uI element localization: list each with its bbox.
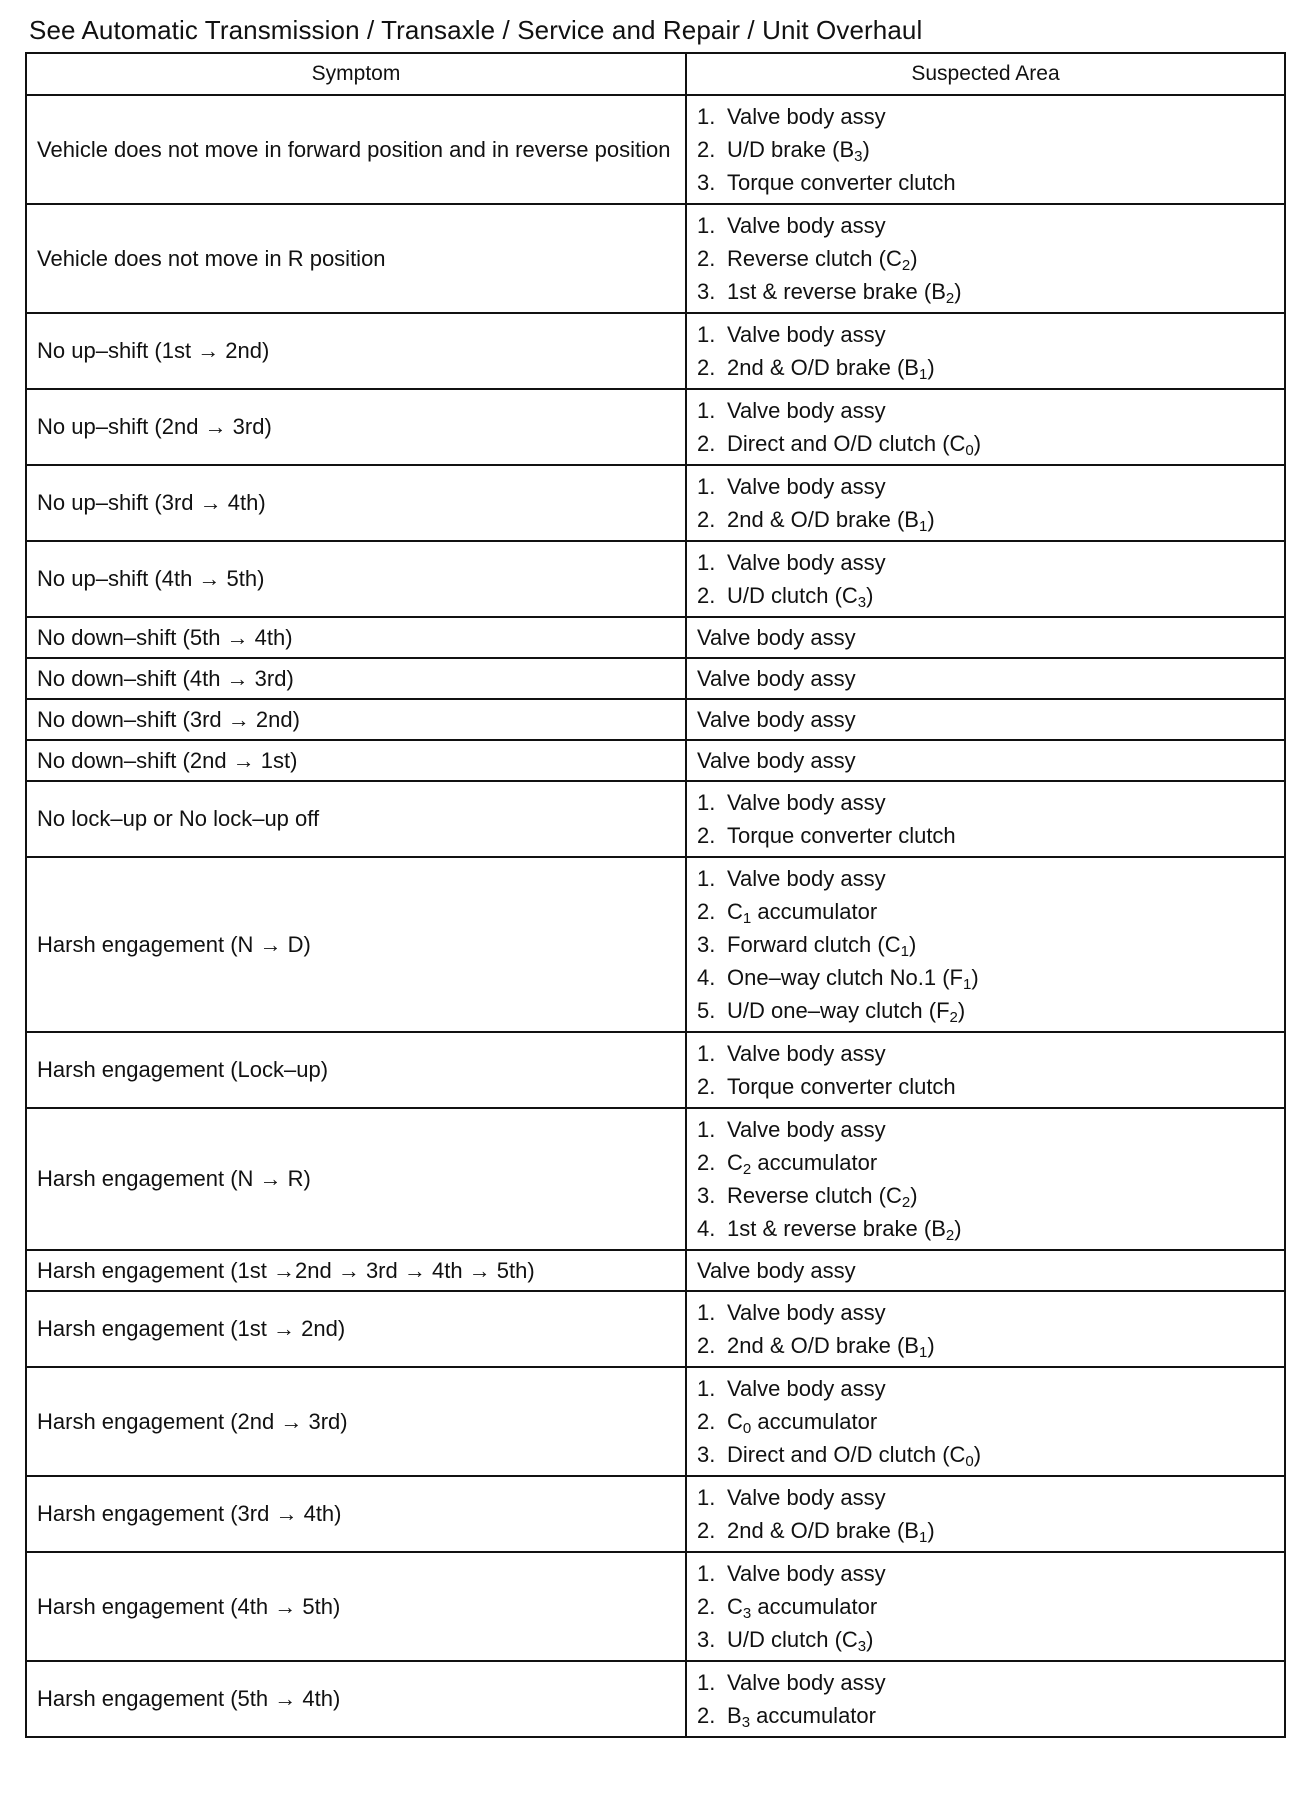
list-item-subscript: 3 [742, 1605, 752, 1622]
list-item [697, 242, 1274, 275]
list-item-text: 1st & reverse brake (B [727, 279, 946, 304]
list-item-subscript: 2 [949, 1009, 958, 1026]
list-item-number: 2. [697, 246, 716, 271]
list-item-text: Valve body assy [727, 1117, 886, 1142]
table-row [26, 1291, 1285, 1367]
suspected-area-list [697, 542, 1274, 616]
list-item [697, 994, 1274, 1027]
suspected-area-cell [686, 1367, 1285, 1476]
table-body [26, 95, 1285, 1737]
symptom-cell: No down–shift (4th → 3rd) [26, 658, 686, 699]
list-item-number: 2. [697, 431, 716, 456]
symptom-cell: Harsh engagement (3rd → 4th) [26, 1476, 686, 1552]
suspected-area-cell [686, 781, 1285, 857]
symptom-cell: Vehicle does not move in forward position and in reverse position [26, 95, 686, 204]
list-item-text: Valve body assy [727, 474, 886, 499]
list-item [697, 1623, 1274, 1656]
list-item-text: C [727, 1594, 743, 1619]
suspected-area-text: Valve body assy [697, 666, 856, 691]
list-item-text: One–way clutch No.1 (F [727, 965, 963, 990]
list-item [697, 1212, 1274, 1245]
symptom-cell: No down–shift (5th → 4th) [26, 617, 686, 658]
list-item-number: 2. [697, 1409, 716, 1434]
list-item [697, 1481, 1274, 1514]
list-item-number: 4. [697, 965, 716, 990]
suspected-area-cell [686, 699, 1285, 740]
suspected-area-list [697, 1292, 1274, 1366]
list-item-subscript: 0 [742, 1420, 752, 1437]
list-item-text: Valve body assy [727, 866, 886, 891]
table-row [26, 95, 1285, 204]
list-item-number: 2. [697, 1518, 716, 1543]
suspected-area-text: Valve body assy [697, 707, 856, 732]
list-item-number: 3. [697, 1627, 716, 1652]
list-item-number: 3. [697, 1183, 716, 1208]
list-item-number: 2. [697, 823, 716, 848]
list-item-subscript: 1 [900, 943, 909, 960]
list-item-number: 1. [697, 1485, 716, 1510]
list-item [697, 1438, 1274, 1471]
column-header-suspected-area: Suspected Area [686, 53, 1285, 95]
list-item [697, 1514, 1274, 1547]
symptom-cell: Harsh engagement (Lock–up) [26, 1032, 686, 1108]
list-item-text: U/D one–way clutch (F [727, 998, 950, 1023]
table-row [26, 699, 1285, 740]
list-item-number: 1. [697, 550, 716, 575]
list-item-subscript: 0 [965, 442, 974, 459]
list-item-suffix: accumulator [751, 1409, 878, 1434]
list-item-suffix: accumulator [751, 899, 878, 924]
suspected-area-list [697, 1368, 1274, 1475]
symptom-cell: Harsh engagement (4th → 5th) [26, 1552, 686, 1661]
symptom-cell: Harsh engagement (N → R) [26, 1108, 686, 1250]
list-item-suffix: ) [973, 431, 982, 456]
table-row [26, 1476, 1285, 1552]
list-item [697, 427, 1274, 460]
list-item [697, 1666, 1274, 1699]
page-title: See Automatic Transmission / Transaxle / Service and Repair / Unit Overhaul [29, 15, 923, 45]
symptom-cell: Vehicle does not move in R position [26, 204, 686, 313]
column-header-symptom: Symptom [26, 53, 686, 95]
suspected-area-text: Valve body assy [697, 1258, 856, 1283]
list-item [697, 1146, 1274, 1179]
list-item-number: 4. [697, 1216, 716, 1241]
list-item-text: Reverse clutch (C [727, 1183, 902, 1208]
list-item [697, 209, 1274, 242]
symptom-cell: No up–shift (2nd → 3rd) [26, 389, 686, 465]
list-item-number: 1. [697, 1041, 716, 1066]
list-item [697, 1037, 1274, 1070]
table-row [26, 857, 1285, 1032]
suspected-area-list [697, 1662, 1274, 1736]
list-item [697, 1113, 1274, 1146]
list-item-suffix: ) [866, 583, 874, 608]
list-item [697, 895, 1274, 928]
suspected-area-cell [686, 541, 1285, 617]
list-item-text: C [727, 899, 743, 924]
list-item-text: Valve body assy [727, 322, 886, 347]
list-item-number: 2. [697, 1150, 716, 1175]
table-row [26, 1108, 1285, 1250]
list-item-subscript: 3 [741, 1714, 751, 1731]
list-item-number: 2. [697, 137, 716, 162]
table-row [26, 204, 1285, 313]
list-item-text: Valve body assy [727, 398, 886, 423]
symptom-cell: No up–shift (1st → 2nd) [26, 313, 686, 389]
list-item-number: 3. [697, 1442, 716, 1467]
list-item-number: 1. [697, 213, 716, 238]
suspected-area-list [697, 314, 1274, 388]
table-row [26, 781, 1285, 857]
list-item [697, 546, 1274, 579]
list-item-subscript: 2 [901, 257, 911, 274]
list-item-text: U/D clutch (C [727, 583, 858, 608]
suspected-area-list [697, 858, 1274, 1031]
list-item-subscript: 3 [854, 148, 863, 165]
table-row [26, 389, 1285, 465]
list-item [697, 786, 1274, 819]
suspected-area-cell [686, 740, 1285, 781]
list-item [697, 470, 1274, 503]
list-item-text: U/D clutch (C [727, 1627, 858, 1652]
suspected-area-list [697, 782, 1274, 856]
list-item-number: 1. [697, 398, 716, 423]
list-item-text: Valve body assy [727, 790, 886, 815]
list-item [697, 1699, 1274, 1732]
table-row [26, 658, 1285, 699]
suspected-area-list [697, 96, 1274, 203]
symptom-cell: Harsh engagement (1st → 2nd) [26, 1291, 686, 1367]
suspected-area-cell [686, 1250, 1285, 1291]
suspected-area-list [697, 1033, 1274, 1107]
list-item [697, 579, 1274, 612]
list-item-text: Direct and O/D clutch (C [727, 431, 966, 456]
list-item-subscript: 2 [742, 1161, 752, 1178]
list-item [697, 1179, 1274, 1212]
list-item-text: Forward clutch (C [727, 932, 901, 957]
table-row [26, 541, 1285, 617]
symptom-cell: Harsh engagement (5th → 4th) [26, 1661, 686, 1737]
suspected-area-cell [686, 1032, 1285, 1108]
suspected-area-cell [686, 1108, 1285, 1250]
list-item [697, 394, 1274, 427]
list-item-subscript: 2 [901, 1194, 911, 1211]
table-header-row [26, 53, 1285, 95]
suspected-area-cell [686, 857, 1285, 1032]
list-item-number: 1. [697, 1670, 716, 1695]
list-item-suffix: accumulator [751, 1594, 878, 1619]
suspected-area-text: Valve body assy [697, 748, 856, 773]
list-item-number: 1. [697, 322, 716, 347]
list-item-text: C [727, 1150, 743, 1175]
list-item-suffix: accumulator [750, 1703, 876, 1728]
suspected-area-text: Valve body assy [697, 625, 856, 650]
suspected-area-cell [686, 313, 1285, 389]
suspected-area-cell [686, 389, 1285, 465]
list-item-suffix: ) [866, 1627, 874, 1652]
list-item-text: Torque converter clutch [727, 170, 956, 195]
list-item-subscript: 1 [742, 910, 752, 927]
list-item-number: 2. [697, 355, 716, 380]
list-item [697, 100, 1274, 133]
list-item-text: U/D brake (B [727, 137, 855, 162]
list-item-suffix: accumulator [751, 1150, 878, 1175]
table-row [26, 617, 1285, 658]
list-item-number: 2. [697, 583, 716, 608]
list-item-subscript: 0 [965, 1453, 974, 1470]
list-item [697, 351, 1274, 384]
list-item-subscript: 1 [918, 366, 928, 383]
suspected-area-list [697, 205, 1274, 312]
symptom-cell: No down–shift (3rd → 2nd) [26, 699, 686, 740]
list-item-number: 3. [697, 279, 716, 304]
table-row [26, 1661, 1285, 1737]
list-item [697, 166, 1274, 199]
list-item-text: B [727, 1703, 742, 1728]
list-item-text: Valve body assy [727, 1670, 886, 1695]
list-item [697, 275, 1274, 308]
list-item-number: 3. [697, 932, 716, 957]
suspected-area-list [697, 1553, 1274, 1660]
list-item [697, 1557, 1274, 1590]
suspected-area-cell [686, 658, 1285, 699]
list-item-text: C [727, 1409, 743, 1434]
list-item-subscript: 1 [918, 1529, 928, 1546]
list-item [697, 1296, 1274, 1329]
suspected-area-cell [686, 95, 1285, 204]
list-item [697, 819, 1274, 852]
table-row [26, 740, 1285, 781]
suspected-area-cell [686, 465, 1285, 541]
suspected-area-list [697, 1109, 1274, 1249]
list-item-text: Valve body assy [727, 104, 886, 129]
list-item-subscript: 3 [857, 1638, 867, 1655]
list-item-number: 1. [697, 866, 716, 891]
list-item-number: 1. [697, 790, 716, 815]
list-item-text: 2nd & O/D brake (B [727, 507, 919, 532]
list-item [697, 1329, 1274, 1362]
suspected-area-cell [686, 204, 1285, 313]
list-item-text: 2nd & O/D brake (B [727, 1333, 919, 1358]
list-item-text: Valve body assy [727, 1485, 886, 1510]
list-item-suffix: ) [954, 1216, 962, 1241]
suspected-area-list [697, 390, 1274, 464]
list-item-subscript: 1 [918, 1344, 928, 1361]
list-item [697, 133, 1274, 166]
list-item-text: Valve body assy [727, 1041, 886, 1066]
list-item-number: 2. [697, 1333, 716, 1358]
list-item [697, 961, 1274, 994]
list-item-subscript: 2 [945, 1227, 955, 1244]
symptom-cell: No lock–up or No lock–up off [26, 781, 686, 857]
suspected-area-cell [686, 1476, 1285, 1552]
list-item-subscript: 1 [962, 976, 972, 993]
symptom-table [25, 52, 1286, 1738]
symptom-cell: No down–shift (2nd → 1st) [26, 740, 686, 781]
list-item-suffix: ) [957, 998, 966, 1023]
list-item-number: 2. [697, 1074, 716, 1099]
list-item-suffix: ) [910, 1183, 918, 1208]
list-item-suffix: ) [927, 507, 935, 532]
list-item-text: Torque converter clutch [727, 823, 956, 848]
list-item-text: 2nd & O/D brake (B [727, 1518, 919, 1543]
list-item-number: 1. [697, 1376, 716, 1401]
list-item-text: Valve body assy [727, 1561, 886, 1586]
suspected-area-list [697, 466, 1274, 540]
table-row [26, 1367, 1285, 1476]
table-row [26, 1552, 1285, 1661]
list-item [697, 928, 1274, 961]
symptom-cell: No up–shift (3rd → 4th) [26, 465, 686, 541]
suspected-area-list [697, 1477, 1274, 1551]
list-item-number: 1. [697, 1561, 716, 1586]
list-item-text: 1st & reverse brake (B [727, 1216, 946, 1241]
list-item-subscript: 3 [857, 594, 867, 611]
table-row [26, 1032, 1285, 1108]
list-item-suffix: ) [908, 932, 917, 957]
list-item [697, 862, 1274, 895]
list-item-number: 2. [697, 507, 716, 532]
list-item-number: 2. [697, 1594, 716, 1619]
list-item [697, 318, 1274, 351]
symptom-cell: Harsh engagement (2nd → 3rd) [26, 1367, 686, 1476]
list-item-number: 1. [697, 1300, 716, 1325]
list-item-text: Valve body assy [727, 550, 886, 575]
symptom-cell: Harsh engagement (N → D) [26, 857, 686, 1032]
list-item-text: Valve body assy [727, 1376, 886, 1401]
list-item-text: Torque converter clutch [727, 1074, 956, 1099]
suspected-area-cell [686, 1552, 1285, 1661]
list-item-suffix: ) [927, 355, 935, 380]
table-row [26, 465, 1285, 541]
list-item [697, 1405, 1274, 1438]
list-item-text: 2nd & O/D brake (B [727, 355, 919, 380]
table-row [26, 1250, 1285, 1291]
list-item-subscript: 1 [918, 518, 928, 535]
list-item-suffix: ) [927, 1518, 935, 1543]
list-item-number: 5. [697, 998, 716, 1023]
list-item-text: Reverse clutch (C [727, 246, 902, 271]
list-item-text: Valve body assy [727, 1300, 886, 1325]
list-item-suffix: ) [910, 246, 918, 271]
list-item-number: 2. [697, 1703, 716, 1728]
table-row [26, 313, 1285, 389]
list-item-number: 1. [697, 1117, 716, 1142]
suspected-area-cell [686, 1291, 1285, 1367]
symptom-cell: No up–shift (4th → 5th) [26, 541, 686, 617]
list-item-number: 1. [697, 474, 716, 499]
list-item [697, 503, 1274, 536]
list-item-number: 3. [697, 170, 716, 195]
symptom-cell: Harsh engagement (1st →2nd → 3rd → 4th → 5th) [26, 1250, 686, 1291]
list-item-text: Direct and O/D clutch (C [727, 1442, 966, 1467]
list-item-suffix: ) [973, 1442, 982, 1467]
list-item-text: Valve body assy [727, 213, 886, 238]
list-item [697, 1372, 1274, 1405]
list-item [697, 1590, 1274, 1623]
suspected-area-cell [686, 1661, 1285, 1737]
list-item [697, 1070, 1274, 1103]
list-item-suffix: ) [954, 279, 962, 304]
list-item-suffix: ) [971, 965, 979, 990]
list-item-subscript: 2 [945, 290, 955, 307]
list-item-number: 2. [697, 899, 716, 924]
list-item-suffix: ) [862, 137, 870, 162]
suspected-area-cell [686, 617, 1285, 658]
list-item-number: 1. [697, 104, 716, 129]
list-item-suffix: ) [927, 1333, 935, 1358]
